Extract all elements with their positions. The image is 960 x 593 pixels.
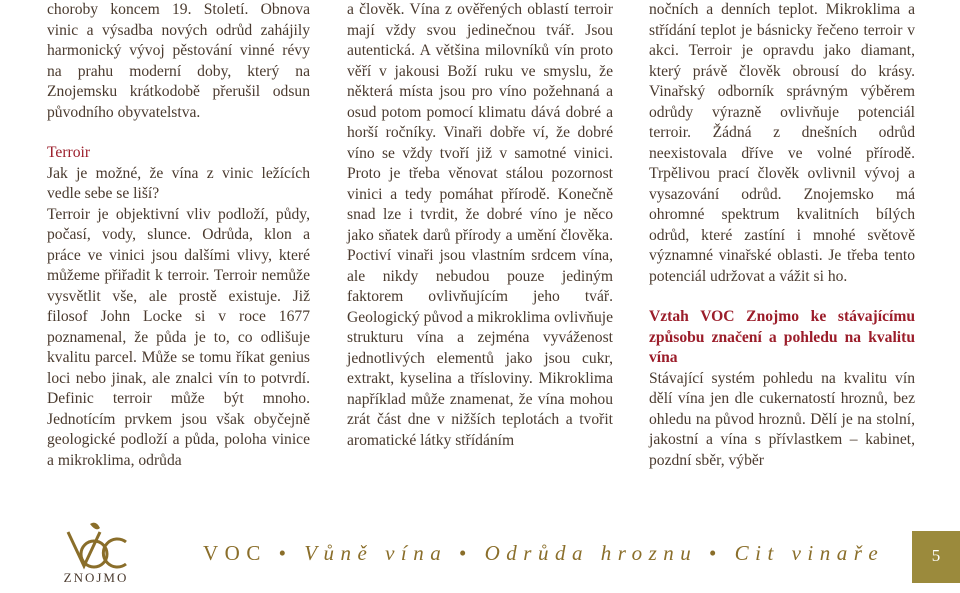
question-text: Jak je možné, že vína z vinic ležících vedle sebe se liší? bbox=[47, 164, 310, 202]
tagline-item-2: Odrůda hroznu bbox=[484, 541, 698, 565]
tagline-separator: • bbox=[459, 541, 473, 565]
text-column-1 bbox=[47, 0, 310, 471]
section-heading-voc: Vztah VOC Znojmo ke stávajícímu způsobu značení a pohledu na kvalitu vína bbox=[649, 308, 915, 366]
paragraph-terroir: Terroir je objektivní vliv podloží, půdy, počasí, vody, slunce. Odrůda, klon a práce ve vinici jsou dalšími vlivy, které můžeme přiřadit k terroir. Terroir nemůže vysvětlit vše, ale prostě existuje. Již filosof John Locke si v roce 1677 poznamenal, že půda je to, co odlišuje kvalitu parcel. Může se tomu říkat genius loci nebo jinak, ale znalci vín to potvrdí. Definic terroir může být mnoho. Jednotícím prvkem jsou však obyčejně geologické podloží a půda, poloha vinice a mikroklima, odrůda bbox=[47, 205, 310, 469]
text-column-3 bbox=[649, 0, 915, 471]
spacer bbox=[649, 287, 915, 307]
paragraph-continued: a člověk. Vína z ověřených oblastí terroir mají vždy svou jedinečnou tvář. Jsou autentická. A většina milovníků vín proto věří v jakousi Boží ruku ve smyslu, že některá místa jsou pro víno požehnaná a osud potom pomocí klimatu dává dobré a horší ročníky. Vinaři dobře ví, že dobré víno se vždy tvoří již v samotné vinici. Proto je třeba věnovat stálou pozornost vinici a tedy pomáhat přírodě. Konečně snad lze i tvrdit, že dobré víno je něco jako sňatek darů přírody a umění člověka. Poctiví vinaři jsou vlastním srdcem vína, ale nikdy nebudou pouze jediným faktorem ovlivňujícím jeho tvář. Geologický původ a mikroklima ovlivňuje strukturu vína a zejména vyváženost jednotlivých elementů jako jsou cukr, extrakt, kyselina a třísloviny. Mikroklima například může znamenat, že vína mohou zrát část dne v nižších teplotách a tvořit aromatické látky střídáním bbox=[347, 1, 613, 449]
tagline-item-3: Cit vinaře bbox=[734, 541, 885, 565]
page-number: 5 bbox=[931, 546, 941, 565]
text-column-2 bbox=[347, 0, 613, 451]
tagline-separator: • bbox=[709, 541, 723, 565]
tagline-item-1: Vůně vína bbox=[304, 541, 448, 565]
tagline-separator: • bbox=[278, 541, 293, 565]
paragraph-voc: Stávající systém pohledu na kvalitu vín dělí vína jen dle cukernatostí hroznů, bez ohledu na původ hroznů. Dělí je na stolní, jakostní a vína s přívlastkem – kabinet, pozdní sběr, výběr bbox=[649, 369, 915, 469]
paragraph-intro: choroby koncem 19. Století. Obnova vinic a výsadba nových odrůd zahájily harmonický vývoj pěstování vinné révy na prahu moderní doby, který na Znojemsku krátkodobě přerušil odsun původního obyvatelstva. bbox=[47, 1, 310, 121]
page-number-box bbox=[912, 531, 960, 583]
section-heading-terroir: Terroir bbox=[47, 144, 91, 161]
logo-wordmark: ZNOJMO bbox=[63, 570, 129, 585]
spacer bbox=[47, 123, 310, 143]
tagline-voc: VOC bbox=[203, 541, 267, 565]
paragraph-continued: nočních a denních teplot. Mikroklima a střídání teplot je básnicky řečeno terroir v akci. Terroir je opravdu jako diamant, který právě člověk obrousí do krásy. Vinařský odborník správným výběrem odrůdy výrazně ovlivňuje potenciál terroir. Žádná z dnešních odrůd neexistovala dříve ve volné přírodě. Trpělivou prací člověk ovlivnil vývoj a vysazování odrůd. Znojemsko má ohromné spektrum kvalitních bílých odrůd, které zastíní i mnohé světově významné vinařské oblasti. Je třeba tento potenciál udržovat a vážit si ho. bbox=[649, 1, 915, 285]
footer-tagline bbox=[203, 541, 884, 566]
